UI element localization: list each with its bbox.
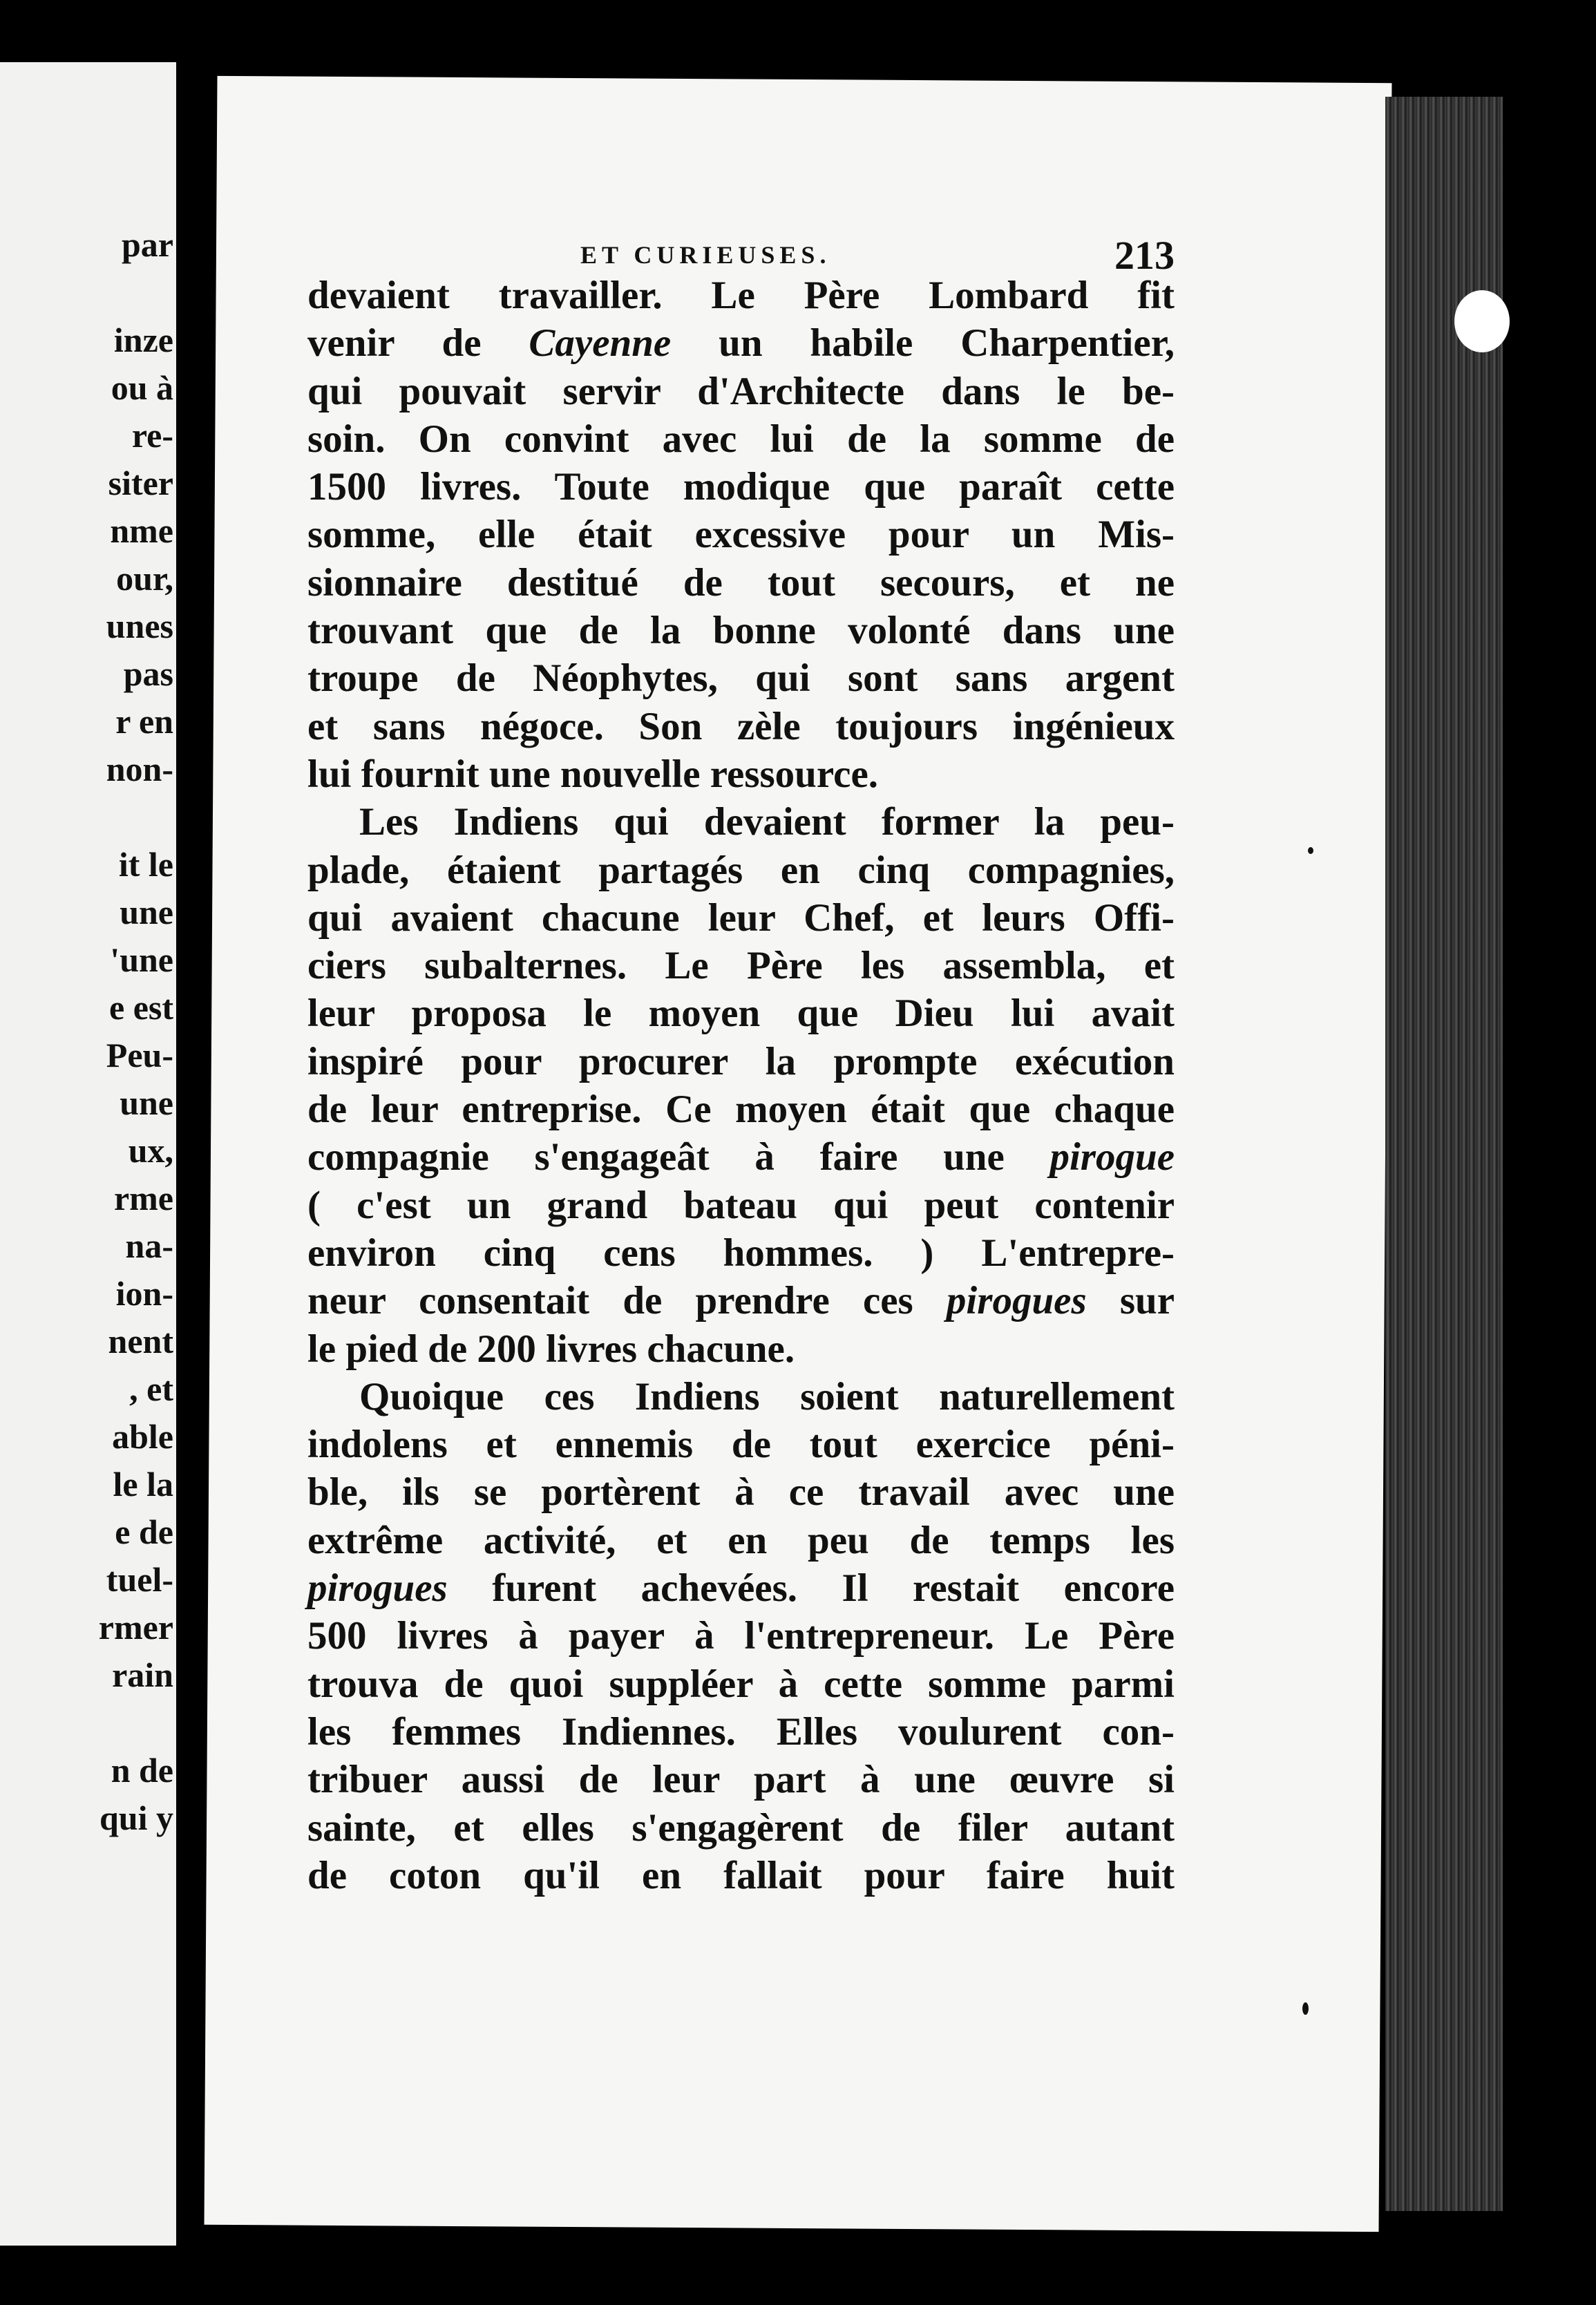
text-line: trouvant que de la bonne volonté dans une [307, 609, 1175, 653]
left-fragment [0, 793, 176, 841]
text-line: plade, étaient partagés en cinq compagnies, [307, 848, 1175, 892]
left-fragment: nent [108, 1322, 173, 1360]
text-line: devaient travailler. Le Père Lombard fit [307, 274, 1175, 317]
page-edges [1385, 97, 1503, 2211]
left-fragment: rme [113, 1179, 173, 1217]
text-line: troupe de Néophytes, qui sont sans argent [307, 656, 1175, 701]
text-line: ble, ils se portèrent à ce travail avec une [307, 1470, 1175, 1515]
text-line: le pied de 200 livres chacune. [307, 1327, 795, 1371]
text-line: pirogues furent achevées. Il restait encore [307, 1566, 1175, 1611]
left-fragment: tuel- [106, 1560, 173, 1599]
text-line: extrême activité, et en peu de temps les [307, 1518, 1175, 1562]
left-fragment: ion- [115, 1274, 173, 1313]
running-head [580, 235, 1175, 276]
text-line: ciers subalternes. Le Père les assembla, et [307, 944, 1175, 988]
left-fragment: re- [131, 416, 173, 455]
ink-speck [1302, 2002, 1309, 2015]
text-line: sionnaire destitué de tout secours, et ne [307, 560, 1175, 605]
text-line: sainte, et elles s'engagèrent de filer autant [307, 1805, 1175, 1850]
left-fragment: n de [111, 1751, 173, 1790]
text-line: lui fournit une nouvelle ressource. [307, 752, 878, 796]
left-fragment [0, 1699, 176, 1747]
left-fragment: na- [125, 1226, 173, 1265]
text-line: trouva de quoi suppléer à cette somme parmi [307, 1662, 1175, 1706]
text-line: tribuer aussi de leur part à une œuvre si [307, 1758, 1175, 1802]
left-fragment: ux, [128, 1131, 173, 1170]
text-line: ( c'est un grand bateau qui peut contenir [307, 1183, 1175, 1227]
left-page-text-fragments [0, 221, 176, 1842]
body-text [307, 272, 1175, 1899]
page-number: 213 [1114, 233, 1175, 278]
text-line: neur consentait de prendre ces pirogues sur [307, 1279, 1175, 1323]
left-fragment: rain [112, 1656, 173, 1694]
left-fragment: une [120, 893, 173, 931]
edge-shadow [1503, 0, 1596, 2305]
text-line: venir de Cayenne un habile Charpentier, [307, 321, 1175, 366]
left-fragment: 'une [110, 940, 173, 979]
left-fragment: ou à [111, 368, 173, 407]
text-line: de coton qu'il en fallait pour faire huit [307, 1853, 1175, 1897]
text-line: les femmes Indiennes. Elles voulurent con- [307, 1709, 1175, 1754]
left-fragment: r en [115, 702, 173, 741]
left-fragment: it le [118, 845, 173, 884]
left-fragment: non- [106, 750, 173, 788]
left-fragment: rmer [98, 1608, 173, 1647]
ink-speck [1308, 847, 1313, 854]
left-fragment: une [120, 1083, 173, 1122]
left-fragment: nme [110, 511, 173, 550]
left-fragment: qui y [99, 1799, 173, 1837]
text-line: somme, elle était excessive pour un Mis- [307, 513, 1175, 557]
text-line: qui avaient chacune leur Chef, et leurs Offi- [307, 895, 1175, 940]
left-fragment: our, [116, 559, 173, 598]
text-line: Quoique ces Indiens soient naturellement [359, 1374, 1175, 1419]
text-line: indolens et ennemis de tout exercice péni- [307, 1423, 1175, 1467]
left-fragment: siter [108, 464, 173, 502]
text-line: 500 livres à payer à l'entrepreneur. Le Père [307, 1614, 1175, 1658]
left-fragment: e de [115, 1512, 173, 1551]
text-line: leur proposa le moyen que Dieu lui avait [307, 992, 1175, 1036]
paper-flaw [1454, 290, 1510, 352]
text-line: environ cinq cens hommes. ) L'entrepre- [307, 1231, 1175, 1275]
left-fragment: Peu- [106, 1036, 173, 1074]
left-fragment: e est [109, 988, 173, 1027]
left-fragment [0, 269, 176, 316]
text-line: inspiré pour procurer la prompte exécution [307, 1039, 1175, 1083]
text-line: compagnie s'engageât à faire une pirogue [307, 1135, 1175, 1179]
left-fragment: unes [106, 607, 173, 645]
text-line: de leur entreprise. Ce moyen était que chaque [307, 1088, 1175, 1132]
left-fragment: able [112, 1417, 173, 1456]
running-title: ET CURIEUSES. [580, 241, 831, 269]
left-fragment: pas [123, 654, 173, 693]
text-line: Les Indiens qui devaient former la peu- [359, 800, 1175, 844]
text-line: 1500 livres. Toute modique que paraît cette [307, 465, 1175, 509]
left-fragment: le la [113, 1465, 173, 1504]
text-line: soin. On convint avec lui de la somme de [307, 417, 1175, 461]
text-line: et sans négoce. Son zèle toujours ingénieux [307, 704, 1175, 748]
left-fragment: par [122, 225, 173, 264]
text-line: qui pouvait servir d'Architecte dans le be- [307, 369, 1175, 413]
left-fragment: inze [113, 321, 173, 359]
left-fragment: , et [129, 1369, 173, 1408]
